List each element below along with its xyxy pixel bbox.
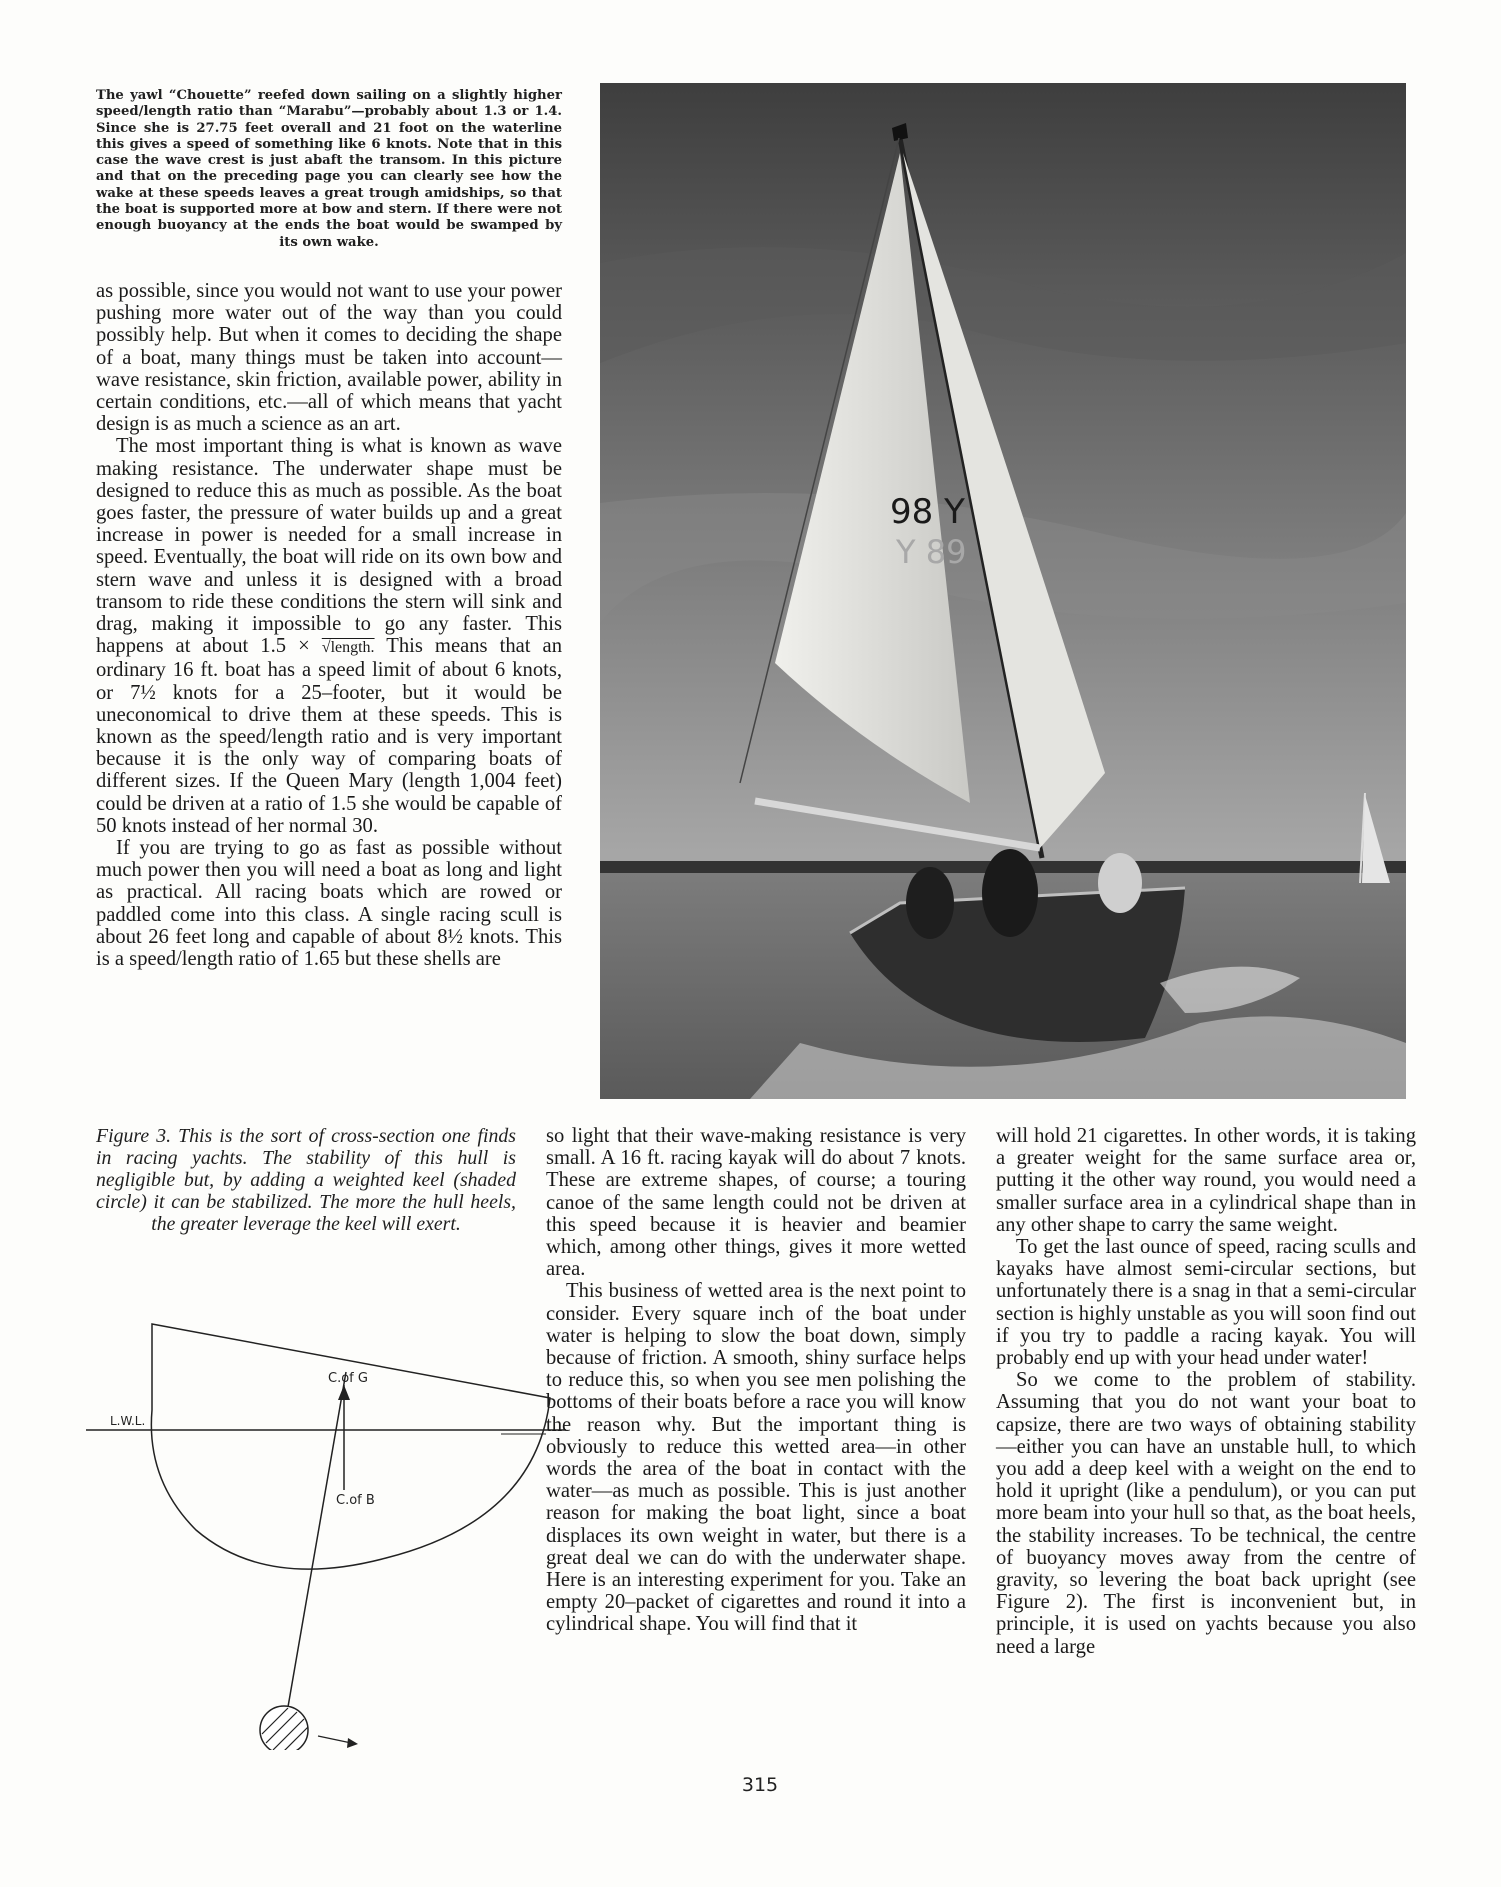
sqrt-length-formula: √length.: [321, 639, 375, 657]
yacht-photo-illustration: [600, 83, 1406, 1099]
lwl-label: L.W.L.: [110, 1414, 146, 1428]
left-paragraph-1: as possible, since you would not want to use your power pushing more water out of the way than you could possibly help. But when it comes to deciding the shape of a boat, many things must be taken into account—wave resistance, skin friction, available power, ability in certain conditions, etc.—all of which means that yacht design is as much a science as an art.: [96, 280, 562, 436]
left-paragraph-3: If you are trying to go as fast as possible without much power then you will need a boat as long and light as practical. All racing boats which are rowed or paddled come into this class. A single racing scull is about 26 feet long and capable of about 8½ knots. This is a speed/length ratio of 1.65 but these shells are: [96, 837, 562, 971]
arrow-head-right: [347, 1738, 358, 1748]
keel-line: [284, 1372, 346, 1730]
sail-number: 98 Y: [890, 492, 965, 532]
right-paragraph-1: will hold 21 cigarettes. In other words, it is taking a greater weight for the same surface area or, putting it the other way round, you would need a smaller surface area in a cylindrical shape than in any other shape to carry the same weight.: [996, 1125, 1416, 1236]
crew-member-right: [1098, 853, 1142, 913]
left-paragraph-2: [96, 435, 562, 837]
crew-member-left: [906, 867, 954, 939]
middle-column-text: [546, 1125, 966, 1636]
left-paragraph-2-end: This means that an ordinary 16 ft. boat has a speed limit of about 6 knots, or 7½ knots for a 25–footer, but it would be uneconomical to drive them at these speeds. This is known as the speed/length ratio and is very important because it is the only way of comparing boats of different sizes. If the Queen Mary (length 1,004 feet) could be driven at a ratio of 1.5 she would be capable of 50 knots instead of her normal 30.: [96, 635, 562, 837]
left-paragraph-2-start: The most important thing is what is known as wave making resistance. The underwater shape must be designed to reduce this as much as possible. As the boat goes faster, the pressure of water builds up and a great increase in power is needed for a small increase in speed. Eventually, the boat will ride on its own bow and stern wave and unless it is designed with a broad transom to ride these conditions the stern will sink and drag, making it impossible to go any faster. This happens at about 1.5 ×: [96, 435, 562, 658]
sail-number-reverse: Y 89: [896, 533, 967, 571]
right-paragraph-2: To get the last ounce of speed, racing sculls and kayaks have almost semi-circular sections, but unfortunately there is a snag in that a semi-circular section is highly unstable as you will soon find out if you try to paddle a racing kayak. You will probably end up with your head under water!: [996, 1236, 1416, 1370]
hull-cross-section: [151, 1324, 550, 1569]
centre-of-buoyancy-label: C.of B: [336, 1493, 375, 1508]
crew-member-center: [982, 849, 1038, 937]
centre-of-gravity-label: C.of G: [328, 1371, 368, 1386]
middle-paragraph-1: so light that their wave-making resistance is very small. A 16 ft. racing kayak will do about 7 knots. These are extreme shapes, of course; a touring canoe of the same length could not be driven at this speed because it is heavier and beamier which, among other things, gives it more wetted area.: [546, 1125, 966, 1281]
cross-section-diagram: [86, 1310, 566, 1750]
left-column-text: [96, 280, 562, 970]
middle-paragraph-2: This business of wetted area is the next point to consider. Every square inch of the boat under water is helping to slow the boat down, simply because of friction. A smooth, shiny surface helps to reduce this, so when you see men polishing the bottoms of their boats before a race you will know the reason why. But the important thing is obviously to reduce this wetted area—in other words the area of the boat in contact with the water—as much as possible. This is just another reason for making the boat light, since a boat displaces its own weight in water, but there is a great deal we can do with the underwater shape. Here is an interesting experiment for you. Take an empty 20–packet of cigarettes and round it into a cylindrical shape. You will find that it: [546, 1280, 966, 1636]
page-number: 315: [741, 1774, 779, 1796]
right-column-text: [996, 1125, 1416, 1658]
figure-3-caption: Figure 3. This is the sort of cross-section one finds in racing yachts. The stability of this hull is negligible but, by adding a weighted keel (shaded circle) it can be stabilized. The more the hull heels, the greater leverage the keel will exert.: [96, 1125, 516, 1235]
arrow-head-up: [338, 1385, 350, 1400]
yacht-photograph: [600, 83, 1406, 1099]
photo-caption: The yawl “Chouette” reefed down sailing on a slightly higher speed/length ratio than “Marabu”—probably about 1.3 or 1.4. Since she is 27.75 feet overall and 21 foot on the waterline this gives a speed of something like 6 knots. Note that in this case the wave crest is just abaft the transom. In this picture and that on the preceding page you can clearly see how the wake at these speeds leaves a great trough amidships, so that the boat is supported more at bow and stern. If there were not enough buoyancy at the ends the boat would be swamped by its own wake.: [96, 88, 562, 250]
figure-3-diagram: [86, 1310, 566, 1750]
right-paragraph-3: So we come to the problem of stability. Assuming that you do not want your boat to capsize, there are two ways of obtaining stability—either you can have an unstable hull, to which you add a deep keel with a weight on the end to hold it upright (like a pendulum), or you can put more beam into your hull so that, as the boat heels, the stability increases. To be technical, the centre of buoyancy moves away from the centre of gravity, so levering the boat back upright (see Figure 2). The first is inconvenient but, in principle, it is used on yachts because you also need a large: [996, 1369, 1416, 1658]
